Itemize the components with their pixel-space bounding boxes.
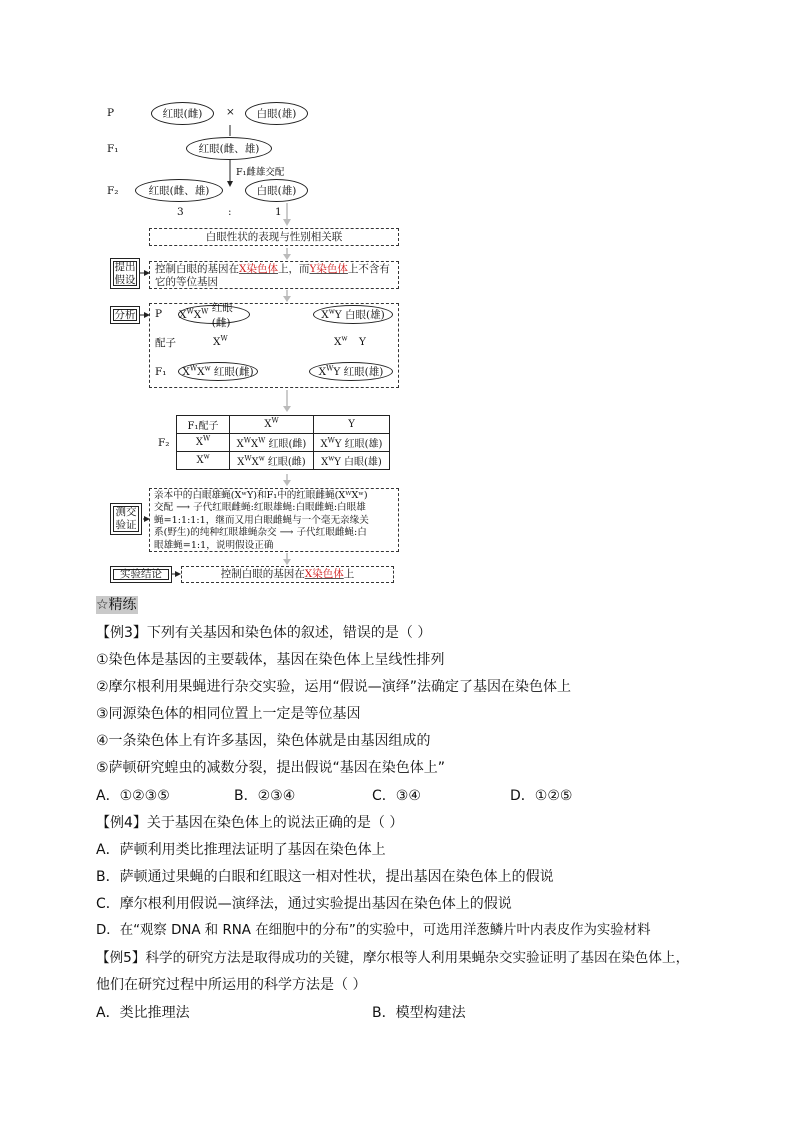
table-cell: $X^WX^w$ 红眼(雌) [230, 452, 314, 470]
example-5-option-b[interactable]: B．模型构建法 [372, 1005, 466, 1021]
hypothesis-box: 控制白眼的基因在X染色体上，而Y染色体上不含有它的等位基因 [149, 261, 399, 289]
example-3-item-3: ③同源染色体的相同位置上一定是等位基因 [96, 706, 361, 722]
example-5-options [96, 1003, 696, 1023]
ratio-left: 3 [177, 206, 184, 218]
f1-male-genotype: $X^WY$ 红眼(雄) [309, 362, 393, 381]
conclusion-tag: 实验结论 [110, 566, 172, 583]
ratio-right: 1 [275, 206, 282, 218]
table-row-xw-recessive: $X^w$ [177, 452, 230, 470]
example-3-option-d[interactable]: D．①②⑤ [510, 788, 573, 804]
example-3-option-b[interactable]: B．②③④ [234, 788, 296, 804]
f2-red-eye: 红眼(雌、雄) [135, 179, 223, 202]
p-male-genotype: $X^wY$ 白眼(雄) [313, 305, 393, 324]
example-3-item-4: ④一条染色体上有许多基因，染色体就是由基因组成的 [96, 733, 431, 749]
example-3-stem: 【例3】下列有关基因和染色体的叙述，错误的是（ ） [96, 625, 432, 641]
example-4-option-c[interactable]: C．摩尔根利用假说—演绎法，通过实验提出基因在染色体上的假说 [96, 896, 512, 912]
example-3-options [96, 786, 696, 806]
table-head-x: $X^W$ [230, 416, 314, 434]
table-head-y: Y [313, 416, 389, 434]
gamete-label: 配子 [155, 337, 176, 349]
analysis-p-label: P [155, 308, 163, 320]
table-cell: $X^wY$ 白眼(雄) [313, 452, 389, 470]
p-female-genotype: $X^WX^W$ 红眼(雌) [178, 305, 250, 324]
hypothesis-y-chromosome: Y染色体 [309, 263, 348, 275]
ratio-colon: : [228, 206, 232, 218]
gamete-y: Y [359, 336, 366, 348]
testcross-tag: 测交验证 [110, 503, 142, 535]
example-5-stem-line-1: 【例5】科学的研究方法是取得成功的关键，摩尔根等人利用果蝇杂交实验证明了基因在染色体上， [96, 950, 690, 966]
punnett-table [176, 415, 390, 470]
conclusion-x-chromosome: X染色体 [304, 568, 344, 580]
table-cell: $X^WY$ 红眼(雄) [313, 434, 389, 452]
example-4-stem: 【例4】关于基因在染色体上的说法正确的是（ ） [96, 815, 404, 831]
analysis-tag: 分析 [110, 306, 140, 324]
analysis-f1-label: F₁ [155, 366, 167, 378]
example-3-option-c[interactable]: C．③④ [372, 788, 421, 804]
testcross-box: 亲本中的白眼雄蝇(XʷY)和F₁中的红眼雌蝇(XᵂXʷ) 交配 ⟶ 子代红眼雌蝇:红眼雄蝇:白眼雌蝇:白眼雄 蝇=1:1:1:1，继而又用白眼雌蝇与一个毫无亲缘关 系(野生)的纯种红眼雄蝇杂交 ⟶ 子代红眼雌蝇:白 眼雄蝇=1:1，说明假设正确 [149, 488, 399, 552]
conclusion-box: 控制白眼的基因在X染色体上 [181, 566, 394, 583]
p-white-eye-male: 白眼(雄) [245, 102, 308, 125]
example-3-item-2: ②摩尔根利用果蝇进行杂交实验，运用“假说—演绎”法确定了基因在染色体上 [96, 679, 572, 695]
table-f2-label: F₂ [158, 437, 170, 449]
section-title: ☆精练 [96, 597, 137, 613]
f1-red-eye: 红眼(雌、雄) [186, 137, 272, 160]
observation-box: 白眼性状的表现与性别相关联 [149, 228, 399, 246]
p-red-eye-female: 红眼(雌) [151, 102, 214, 125]
example-5-option-a[interactable]: A．类比推理法 [96, 1005, 190, 1021]
f1-interbreed-note: F₁雌雄交配 [236, 167, 285, 178]
f1-female-genotype: $X^WX^w$ 红眼(雌) [178, 362, 258, 381]
f2-white-eye: 白眼(雄) [245, 179, 308, 202]
example-3-option-a[interactable]: A．①②③⑤ [96, 788, 170, 804]
table-cell: $X^WX^W$ 红眼(雌) [230, 434, 314, 452]
table-row-xw: $X^W$ [177, 434, 230, 452]
table-head-gamete: F₁配子 [177, 416, 230, 434]
hypothesis-tag: 提出假设 [110, 258, 140, 289]
f1-generation-label: F₁ [107, 143, 119, 155]
example-3-item-1: ①染色体是基因的主要载体，基因在染色体上呈线性排列 [96, 652, 445, 668]
gamete-xw-male: $X^w$ [334, 334, 348, 348]
example-4-option-d[interactable]: D．在“观察 DNA 和 RNA 在细胞中的分布”的实验中，可选用洋葱鳞片叶内表皮作为实验材料 [96, 923, 651, 938]
example-5-stem-line-2: 他们在研究过程中所运用的科学方法是（ ） [96, 977, 367, 993]
example-4-option-a[interactable]: A．萨顿利用类比推理法证明了基因在染色体上 [96, 842, 386, 858]
hypothesis-x-chromosome: X染色体 [239, 263, 278, 275]
cross-symbol: × [226, 106, 235, 118]
example-3-item-5: ⑤萨顿研究蝗虫的减数分裂，提出假说“基因在染色体上” [96, 760, 446, 776]
example-4-option-b[interactable]: B．萨顿通过果蝇的白眼和红眼这一相对性状，提出基因在染色体上的假说 [96, 869, 554, 885]
gamete-xw-female: $X^W$ [213, 334, 228, 348]
p-generation-label: P [107, 107, 115, 119]
f2-generation-label: F₂ [107, 185, 119, 197]
